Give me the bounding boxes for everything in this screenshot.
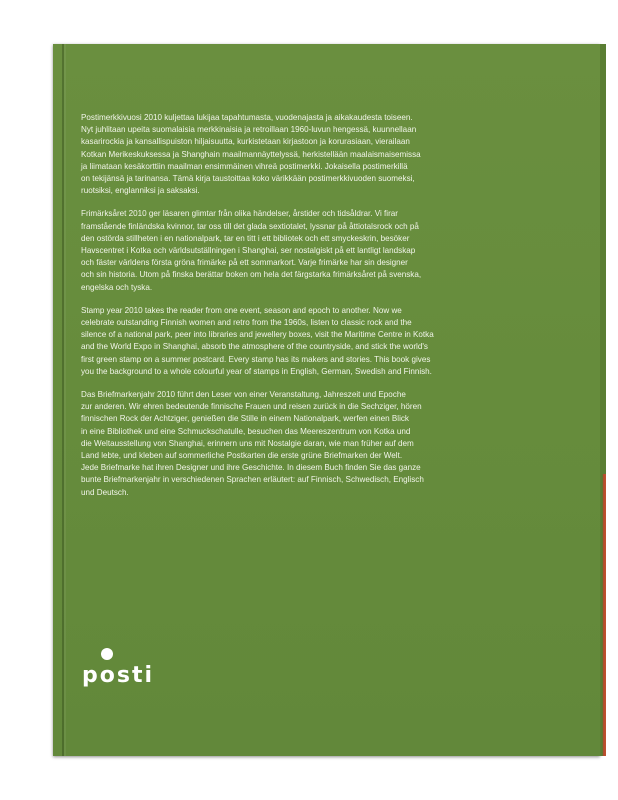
text-line: Kotkan Merikeskuksessa ja Shanghain maailmannäyttelyssä, herkistellään maalaismaisemissa xyxy=(81,149,421,159)
text-line: on tekijänsä ja tarinansa. Tämä kirja taustoittaa koko värikkään postimerkkivuoden suomeksi, xyxy=(81,174,415,184)
posti-logo xyxy=(82,648,155,698)
text-line: celebrate outstanding Finnish women and retro from the 1960s, listen to classic rock and the xyxy=(81,318,412,328)
text-line: kasarirockia ja kansallispuiston hiljaisuutta, kurkistetaan kirjastoon ja korurasiaan, vierailaan xyxy=(81,137,410,147)
text-line: bunte Briefmarkenjahr in verschiedenen Sprachen erläutert: auf Finnisch, Schwedisch, Englisch xyxy=(81,475,424,485)
book-back-cover xyxy=(53,44,608,756)
text-line: och sin historia. Utom på finska berättar boken om hela det färgstarka frimärksåret på svenska, xyxy=(81,270,422,280)
text-line: silence of a national park, peer into libraries and jewellery boxes, visit the Maritime Centre in Kotka xyxy=(81,330,434,340)
text-line: Land lebte, und kleben auf sommerliche Postkarten die erste grüne Briefmarken der Welt. xyxy=(81,451,403,461)
cover-hinge xyxy=(62,44,64,756)
text-line: framstående finländska kvinnor, tar oss till det glada sextiotalet, lyssnar på åttiotalsrock och på xyxy=(81,221,419,231)
text-line: Das Briefmarkenjahr 2010 führt den Leser von einer Veranstaltung, Jahreszeit und Epoche xyxy=(81,390,406,400)
paragraph-swedish xyxy=(81,208,581,293)
paragraph-english xyxy=(81,305,581,378)
text-line: Havscentret i Kotka och världsutställningen i Shanghai, ser nostalgiskt på ett lantligt landskap xyxy=(81,246,416,256)
text-line: Postimerkkivuosi 2010 kuljettaa lukijaa tapahtumasta, vuodenajasta ja aikakaudesta toiseen. xyxy=(81,113,413,122)
paragraph-finnish xyxy=(81,112,581,197)
text-line: engelska och tyska. xyxy=(81,282,153,292)
text-line: och fäster världens första gröna frimärke på ett sommarkort. Varje frimärke har sin designer xyxy=(81,258,408,268)
spine-edge xyxy=(600,44,606,756)
text-line: finnischen Rock der Achtziger, genießen die Stille in einem Nationalpark, werfen einen Blick xyxy=(81,414,409,424)
text-line: in eine Bibliothek und eine Schmuckschatulle, besuchen das Meereszentrum von Kotka und xyxy=(81,426,411,436)
text-line: Stamp year 2010 takes the reader from one event, season and epoch to another. Now we xyxy=(81,305,402,315)
text-line: ja liimataan kesäkorttiin maailman ensimmäinen vihreä postimerkki. Jokaisella postimerkillä xyxy=(81,161,408,171)
text-line: first green stamp on a summer postcard. Every stamp has its makers and stories. This book gives xyxy=(81,354,431,364)
text-line: den ostörda stillheten i en nationalpark, tar en titt i ett bibliotek och ett smyckeskrin, besöker xyxy=(81,233,410,243)
description-text-block xyxy=(81,112,581,510)
text-line: Nyt juhlitaan upeita suomalaisia merkkinaisia ja retroillaan 1960-luvun hengessä, kuunnellaan xyxy=(81,125,417,135)
text-line: zur anderen. Wir ehren bedeutende finnische Frauen und reisen zurück in die Sechziger, hören xyxy=(81,402,422,412)
text-line: Frimärksåret 2010 ger läsaren glimtar från olika händelser, årstider och tidsåldrar. Vi firar xyxy=(81,209,398,219)
text-line: Jede Briefmarke hat ihren Designer und ihre Geschichte. In diesem Buch finden Sie das ganze xyxy=(81,463,421,473)
text-line: und Deutsch. xyxy=(81,487,129,497)
posti-dot-icon xyxy=(101,648,113,660)
text-line: ruotsiksi, englanniksi ja saksaksi. xyxy=(81,186,200,196)
posti-logo-text: posti xyxy=(82,663,155,688)
cover-panel xyxy=(53,44,600,756)
text-line: and the World Expo in Shanghai, absorb the atmosphere of the countryside, and stick the world's xyxy=(81,342,428,352)
text-line: you the background to a whole colourful year of stamps in English, German, Swedish and Finnish. xyxy=(81,366,432,376)
text-line: die Weltausstellung von Shanghai, erinnern uns mit Nostalgie daran, wie man früher auf dem xyxy=(81,438,414,448)
paragraph-german xyxy=(81,389,581,499)
